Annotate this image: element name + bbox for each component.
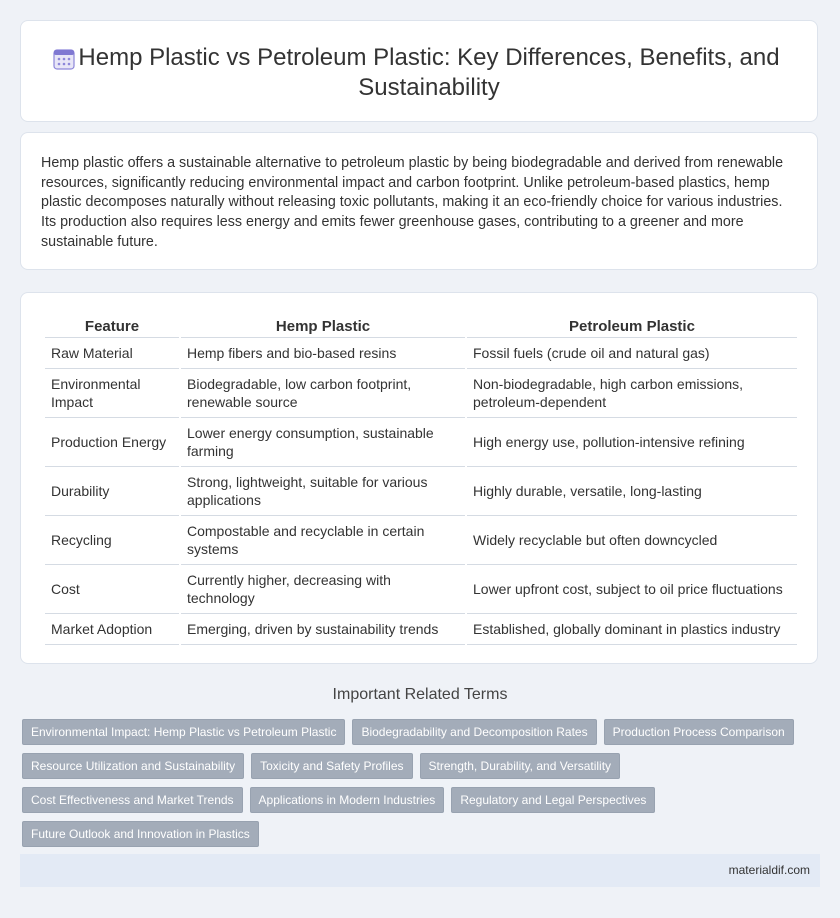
related-terms-list [22, 719, 802, 847]
petroleum-cell: Lower upfront cost, subject to oil price fluctuations [467, 565, 797, 614]
hemp-cell: Biodegradable, low carbon footprint, renewable source [181, 369, 465, 418]
table-row [45, 614, 797, 645]
column-header: Hemp Plastic [181, 315, 465, 338]
footer [20, 854, 820, 887]
feature-cell: Production Energy [45, 418, 179, 467]
hemp-cell: Strong, lightweight, suitable for various applications [181, 467, 465, 516]
related-term-tag[interactable]: Cost Effectiveness and Market Trends [22, 787, 243, 813]
petroleum-cell: Highly durable, versatile, long-lasting [467, 467, 797, 516]
petroleum-cell: Widely recyclable but often downcycled [467, 516, 797, 565]
related-term-tag[interactable]: Regulatory and Legal Perspectives [451, 787, 655, 813]
site-name[interactable]: materialdif.com [728, 863, 810, 877]
table-row [45, 418, 797, 467]
petroleum-cell: Fossil fuels (crude oil and natural gas) [467, 338, 797, 369]
hemp-cell: Compostable and recyclable in certain systems [181, 516, 465, 565]
related-term-tag[interactable]: Biodegradability and Decomposition Rates [352, 719, 596, 745]
header-card [20, 20, 818, 122]
related-term-tag[interactable]: Strength, Durability, and Versatility [420, 753, 621, 779]
related-term-tag[interactable]: Toxicity and Safety Profiles [251, 753, 412, 779]
table-row [45, 467, 797, 516]
petroleum-cell: Non-biodegradable, high carbon emissions, petroleum-dependent [467, 369, 797, 418]
related-terms-heading: Important Related Terms [332, 686, 508, 703]
comparison-table [43, 315, 799, 645]
related-term-tag[interactable]: Applications in Modern Industries [250, 787, 445, 813]
petroleum-cell: High energy use, pollution-intensive refining [467, 418, 797, 467]
feature-cell: Cost [45, 565, 179, 614]
feature-cell: Recycling [45, 516, 179, 565]
comparison-table-card [20, 292, 818, 664]
feature-cell: Durability [45, 467, 179, 516]
table-row [45, 338, 797, 369]
column-header: Feature [45, 315, 179, 338]
intro-card [20, 132, 818, 270]
hemp-cell: Lower energy consumption, sustainable farming [181, 418, 465, 467]
intro-paragraph: Hemp plastic offers a sustainable alternative to petroleum plastic by being biodegradable and derived from renewable resources, significantly reducing environmental impact and carbon footprint. Unlike petroleum-based plastics, hemp plastic decomposes naturally without releasing toxic pollutants, making it an eco-friendly choice for various industries. Its production also requires less energy and emits fewer greenhouse gases, contributing to a greener and more sustainable future. [41, 155, 784, 250]
feature-cell: Environmental Impact [45, 369, 179, 418]
feature-cell: Raw Material [45, 338, 179, 369]
hemp-cell: Emerging, driven by sustainability trends [181, 614, 465, 645]
column-header: Petroleum Plastic [467, 315, 797, 338]
related-term-tag[interactable]: Production Process Comparison [604, 719, 794, 745]
related-term-tag[interactable]: Environmental Impact: Hemp Plastic vs Petroleum Plastic [22, 719, 345, 745]
related-term-tag[interactable]: Resource Utilization and Sustainability [22, 753, 244, 779]
hemp-cell: Currently higher, decreasing with technology [181, 565, 465, 614]
table-row [45, 369, 797, 418]
page-title: Hemp Plastic vs Petroleum Plastic: Key Differences, Benefits, and Sustainability [78, 44, 780, 101]
hemp-cell: Hemp fibers and bio-based resins [181, 338, 465, 369]
table-row [45, 565, 797, 614]
related-term-tag[interactable]: Future Outlook and Innovation in Plastics [22, 821, 259, 847]
table-row [45, 516, 797, 565]
petroleum-cell: Established, globally dominant in plastics industry [467, 614, 797, 645]
feature-cell: Market Adoption [45, 614, 179, 645]
table-header-row [45, 315, 797, 338]
